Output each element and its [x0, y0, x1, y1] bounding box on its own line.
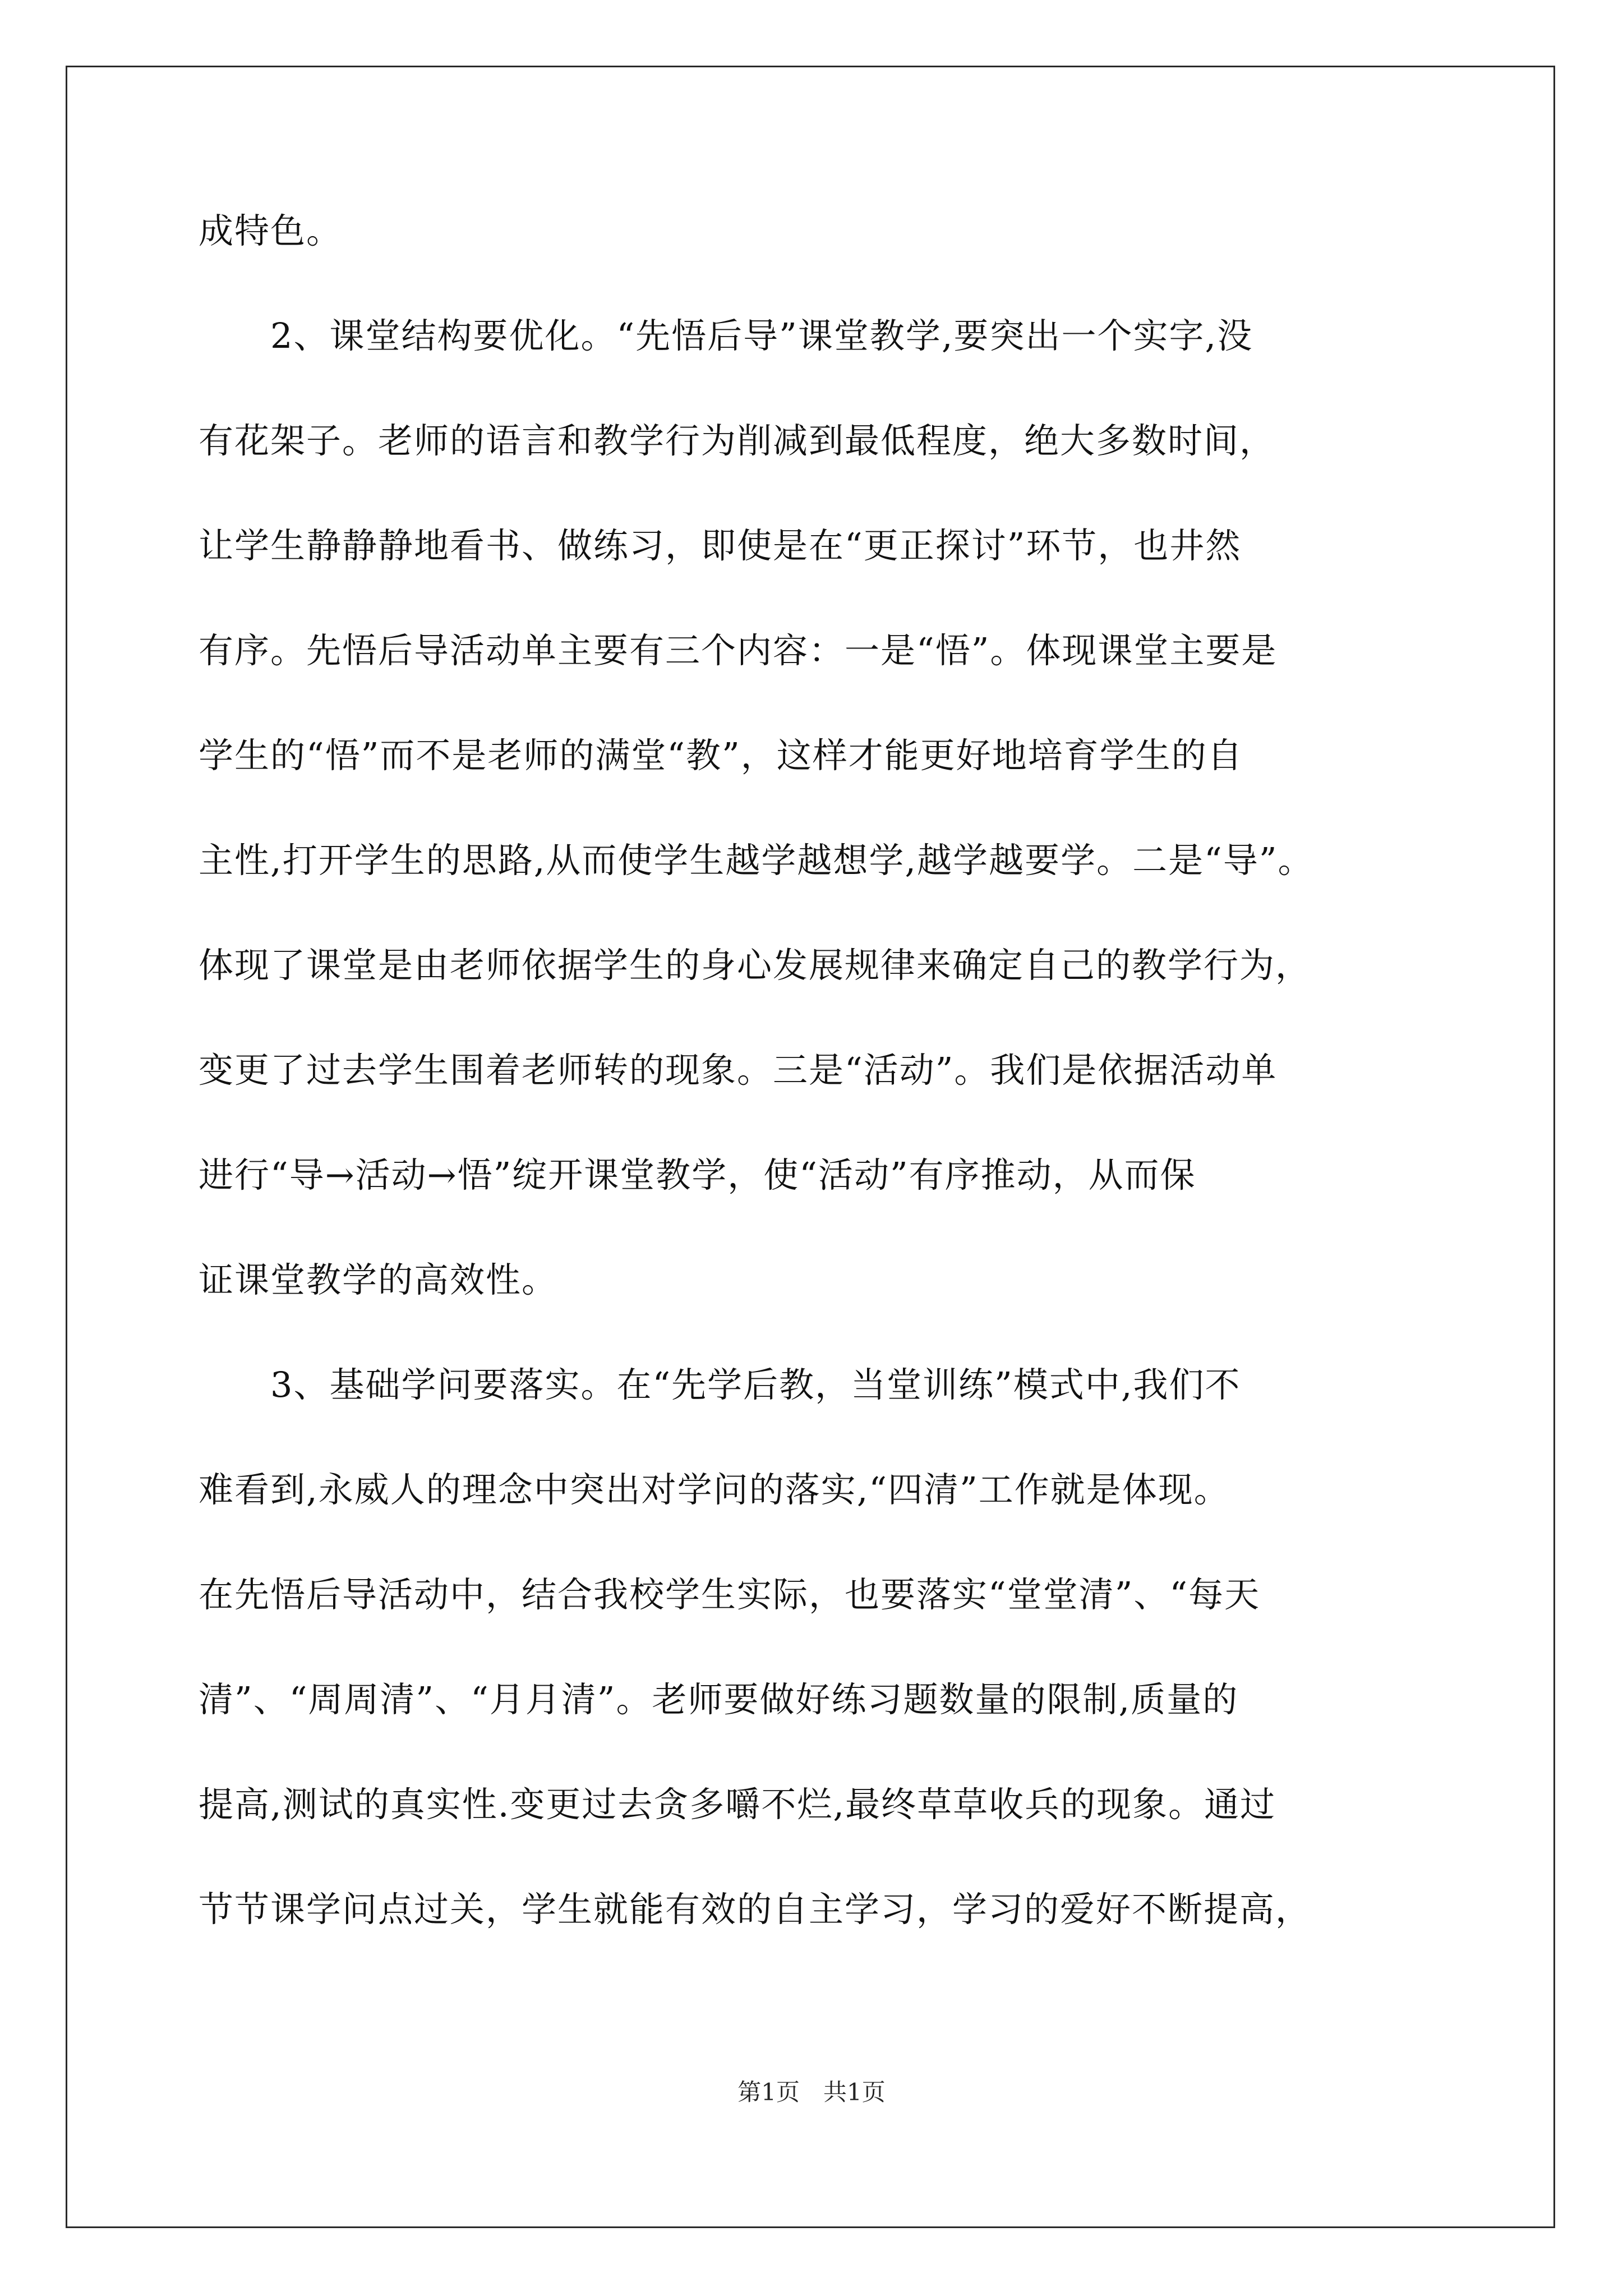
text-line: 变更了过去学生围着老师转的现象。三是“活动”。我们是依据活动单 [199, 1050, 1278, 1091]
text-line: 主性,打开学生的思路,从而使学生越学越想学,越学越要学。二是“导”。 [199, 840, 1314, 881]
text-line: 有花架子。老师的语言和教学行为削减到最低程度，绝大多数时间， [199, 420, 1276, 461]
text-line: 成特色。 [199, 210, 343, 251]
text-line: 3、基础学问要落实。在“先学后教，当堂训练”模式中,我们不 [199, 1364, 1241, 1405]
text-line: 让学生静静静地看书、做练习，即使是在“更正探讨”环节，也井然 [199, 525, 1242, 566]
page-number-footer: 第1页 共1页 [737, 2078, 886, 2106]
text-line: 清”、“周周清”、“月月清”。老师要做好练习题数量的限制,质量的 [199, 1679, 1239, 1720]
text-line: 学生的“悟”而不是老师的满堂“教”，这样才能更好地培育学生的自 [199, 735, 1243, 776]
text-line: 在先悟后导活动中，结合我校学生实际，也要落实“堂堂清”、“每天 [199, 1574, 1261, 1615]
text-line: 提高,测试的真实性.变更过去贪多嚼不烂,最终草草收兵的现象。通过 [199, 1784, 1276, 1825]
text-line: 有序。先悟后导活动单主要有三个内容：一是“悟”。体现课堂主要是 [199, 630, 1278, 671]
text-line: 节节课学问点过关，学生就能有效的自主学习，学习的爱好不断提高， [199, 1889, 1312, 1930]
text-line: 证课堂教学的高效性。 [199, 1259, 558, 1300]
text-line: 体现了课堂是由老师依据学生的身心发展规律来确定自己的教学行为， [199, 945, 1312, 986]
text-line: 进行“导→活动→悟”绽开课堂教学，使“活动”有序推动，从而保 [199, 1154, 1196, 1195]
text-line: 2、课堂结构要优化。“先悟后导”课堂教学,要突出一个实字,没 [199, 315, 1253, 356]
text-line: 难看到,永威人的理念中突出对学问的落实,“四清”工作就是体现。 [199, 1469, 1230, 1510]
